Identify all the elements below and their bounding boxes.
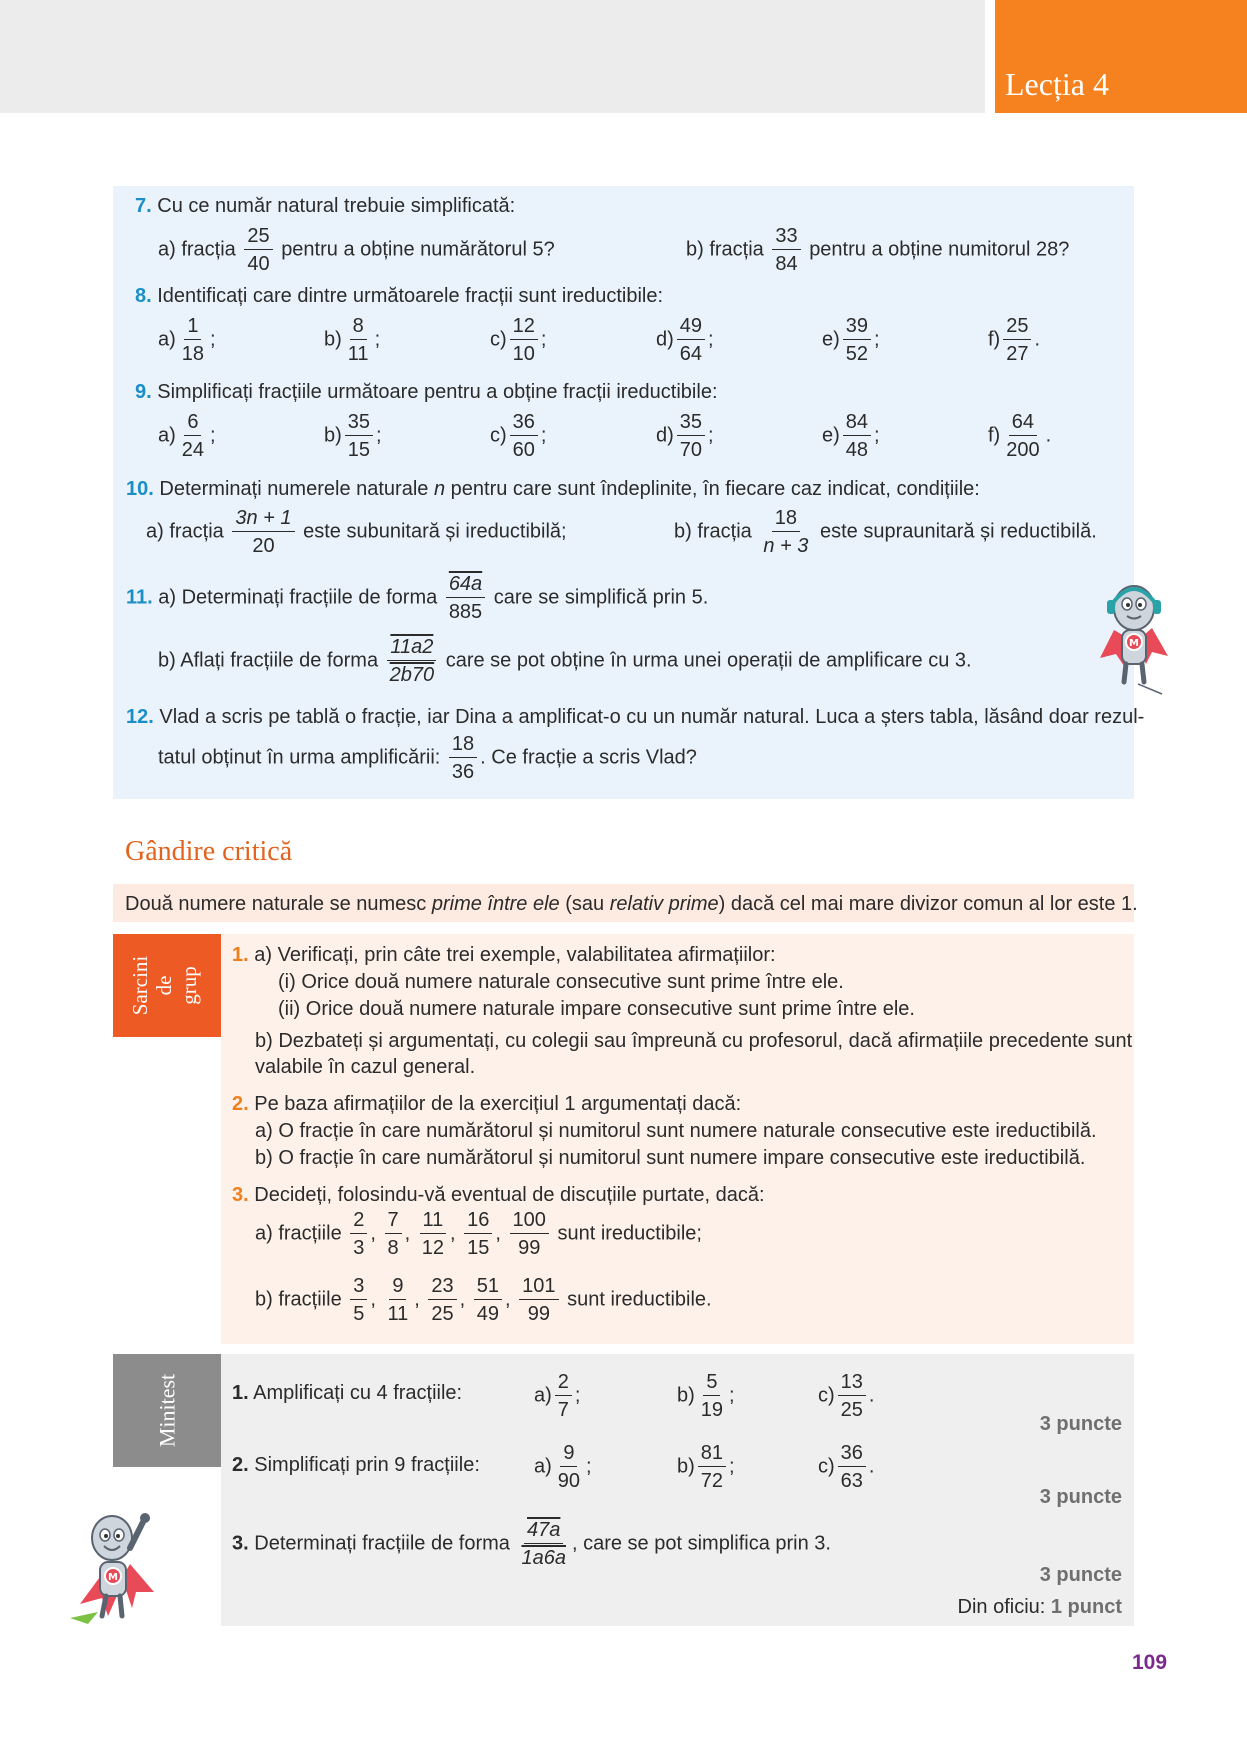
- exercise-7b: b) fracția $\frac{33}{84}$ pentru a obține numitorul 28?: [686, 225, 1070, 275]
- minitest-q2-item: a) $\frac{9}{90}$ ;: [534, 1442, 592, 1492]
- svg-text:M: M: [108, 1572, 118, 1583]
- exercise-8-item: e) $\frac{39}{52}$ ;: [822, 315, 880, 365]
- minitest-oficiu: Din oficiu: 1 punct: [957, 1596, 1122, 1618]
- exercise-8-item: d) $\frac{49}{64}$ ;: [656, 315, 714, 365]
- exercise-9-heading: 9. Simplificați fracțiile următoare pentru a obține fracții ireductibile:: [135, 381, 718, 403]
- exercise-9-item: a) $\frac{6}{24}$ ;: [158, 411, 216, 461]
- exercise-12-line1: 12. Vlad a scris pe tablă o fracție, iar Dina a amplificat-o cu un număr natural. Luca a șters tabla, lăsând doar rezul-: [126, 706, 1145, 728]
- minitest-q1-item: c) $\frac{13}{25}$ .: [818, 1371, 875, 1421]
- page-number: 109: [1132, 1651, 1168, 1674]
- group-task-2a: a) O fracție în care numărătorul și numitorul sunt numere naturale consecutive este ireductibilă.: [255, 1120, 1097, 1142]
- critical-thinking-title: Gândire critică: [125, 836, 293, 867]
- exercise-10a: a) fracția $\frac{3n + 1}{20}$ este subunitară și ireductibilă;: [146, 507, 567, 557]
- group-tasks-tab: [113, 934, 221, 1037]
- minitest-q2: 2. Simplificați prin 9 fracțiile:: [232, 1454, 480, 1476]
- exercise-8-heading: 8. Identificați care dintre următoarele fracții sunt ireductibile:: [135, 285, 664, 307]
- svg-text:M: M: [1129, 638, 1139, 649]
- group-task-3a: a) fracțiile $\frac{2}{3}$ , $\frac{7}{8}$ , $\frac{11}{12}$ , $\frac{16}{15}$ , $\frac{100}{99}$ sunt ireductibile;: [255, 1209, 702, 1259]
- header-bar: [0, 0, 985, 113]
- group-task-2b: b) O fracție în care numărătorul și numitorul sunt numere impare consecutive este ireductibilă.: [255, 1147, 1086, 1169]
- group-task-2: 2. Pe baza afirmațiilor de la exercițiul 1 argumentați dacă:: [232, 1093, 742, 1115]
- exercise-8-item: c) $\frac{12}{10}$ ;: [490, 315, 547, 365]
- lesson-title: Lecția 4: [1005, 66, 1109, 102]
- group-task-1-ii: (ii) Orice două numere naturale impare consecutive sunt prime între ele.: [278, 998, 915, 1020]
- exercise-11a: 11. a) Determinați fracțiile de forma $\frac{64a}{885}$ care se simplifică prin 5.: [126, 573, 709, 623]
- group-task-3: 3. Decideți, folosindu-vă eventual de discuțiile purtate, dacă:: [232, 1184, 765, 1206]
- group-task-1a: 1. a) Verificați, prin câte trei exemple, valabilitatea afirmațiilor:: [232, 944, 776, 966]
- exercise-12-line2: tatul obținut în urma amplificării: $\frac{18}{36}$ . Ce fracție a scris Vlad?: [158, 733, 697, 783]
- definition-text: Două numere naturale se numesc prime între ele (sau relativ prime) dacă cel mai mare divizor comun al lor este 1.: [125, 893, 1138, 915]
- exercise-9-item: e) $\frac{84}{48}$ ;: [822, 411, 880, 461]
- exercise-8-item: b) $\frac{8}{11}$ ;: [324, 315, 381, 365]
- exercise-9-item: b) $\frac{35}{15}$ ;: [324, 411, 382, 461]
- minitest-q2-item: b) $\frac{81}{72}$ ;: [677, 1442, 735, 1492]
- lesson-tab: [995, 0, 1247, 113]
- exercise-7-heading: 7. Cu ce număr natural trebuie simplificată:: [135, 195, 516, 217]
- exercise-8-item: a) $\frac{1}{18}$ ;: [158, 315, 216, 365]
- minitest-tab: [113, 1354, 221, 1467]
- exercise-9-item: f) $\frac{64}{200}$ .: [988, 411, 1052, 461]
- mascot-cheering-illustration: [68, 1508, 164, 1628]
- minitest-q2-item: c) $\frac{36}{63}$ .: [818, 1442, 875, 1492]
- group-tasks-tab-label: Sarcini de grup: [128, 955, 201, 1016]
- exercise-9-item: c) $\frac{36}{60}$ ;: [490, 411, 547, 461]
- group-task-1b-line1: b) Dezbateți și argumentați, cu colegii sau împreună cu profesorul, dacă afirmațiile precedente sunt: [255, 1030, 1133, 1052]
- minitest-q1-item: b) $\frac{5}{19}$ ;: [677, 1371, 735, 1421]
- exercise-9-item: d) $\frac{35}{70}$ ;: [656, 411, 714, 461]
- exercise-10-heading: 10. Determinați numerele naturale n pentru care sunt îndeplinite, în fiecare caz indicat, condițiile:: [126, 478, 980, 500]
- minitest-q1: 1. Amplificați cu 4 fracțiile:: [232, 1382, 463, 1404]
- minitest-q1-points: 3 puncte: [1039, 1413, 1122, 1435]
- mascot-headphones-illustration: [1094, 578, 1174, 696]
- minitest-tab-label: Minitest: [154, 1373, 179, 1448]
- minitest-q1-item: a) $\frac{2}{7}$ ;: [534, 1371, 581, 1421]
- group-task-1-i: (i) Orice două numere naturale consecutive sunt prime între ele.: [278, 971, 844, 993]
- exercise-10b: b) fracția $\frac{18}{n + 3}$ este supraunitară și reductibilă.: [674, 507, 1097, 557]
- minitest-q3-points: 3 puncte: [1039, 1564, 1122, 1586]
- exercise-7a: a) fracția $\frac{25}{40}$ pentru a obține numărătorul 5?: [158, 225, 555, 275]
- exercise-11b: b) Aflați fracțiile de forma $\frac{11a2}{2b70}$ care se pot obține în urma unei operații de amplificare cu 3.: [158, 636, 972, 686]
- minitest-q3: 3. Determinați fracțiile de forma $\frac{47a}{1a6a}$ , care se pot simplifica prin 3.: [232, 1519, 831, 1569]
- group-task-3b: b) fracțiile $\frac{3}{5}$ , $\frac{9}{11}$ , $\frac{23}{25}$ , $\frac{51}{49}$ , $\frac{101}{99}$ sunt ireductibile.: [255, 1275, 712, 1325]
- minitest-q2-points: 3 puncte: [1039, 1486, 1122, 1508]
- exercise-8-item: f) $\frac{25}{27}$ .: [988, 315, 1041, 365]
- group-task-1b-line2: valabile în cazul general.: [255, 1056, 476, 1078]
